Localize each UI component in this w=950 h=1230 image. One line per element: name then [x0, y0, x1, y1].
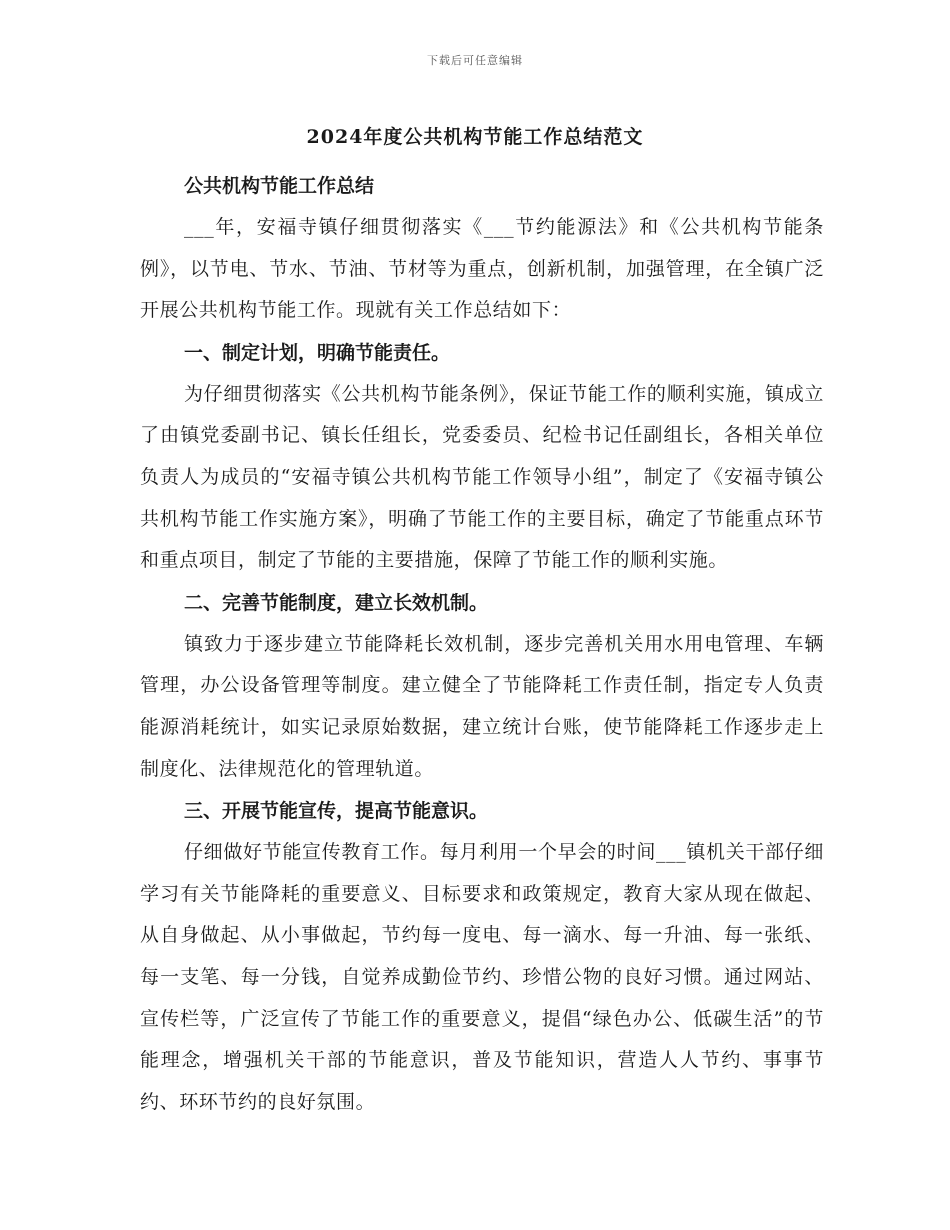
intro-paragraph: ___年，安福寺镇仔细贯彻落实《___节约能源法》和《公共机构节能条例》，以节电、节水、节油、节材等为重点，创新机制，加强管理，在全镇广泛开展公共机构节能工作。现就有关工作总结如下：: [140, 216, 824, 322]
page-header-note: 下载后可任意编辑: [427, 54, 523, 67]
document-title: 2024年度公共机构节能工作总结范文: [306, 126, 644, 148]
section-body-2: 镇致力于逐步建立节能降耗长效机制，逐步完善机关用水用电管理、车辆管理，办公设备管理等制度。建立健全了节能降耗工作责任制，指定专人负责能源消耗统计，如实记录原始数据，建立统计台账，使节能降耗工作逐步走上制度化、法律规范化的管理轨道。: [140, 632, 824, 780]
section-heading-1: 一、制定计划，明确节能责任。: [184, 341, 451, 364]
section-heading-3: 三、开展节能宣传，提高节能意识。: [184, 800, 489, 823]
document-body: [140, 165, 824, 1123]
document-subtitle: 公共机构节能工作总结: [184, 175, 375, 197]
section-body-3: 仔细做好节能宣传教育工作。每月利用一个早会的时间___镇机关干部仔细学习有关节能降耗的重要意义、目标要求和政策规定，教育大家从现在做起、从自身做起、从小事做起，节约每一度电、每一滴水、每一升油、每一张纸、每一支笔、每一分钱，自觉养成勤俭节约、珍惜公物的良好习惯。通过网站、宣传栏等，广泛宣传了节能工作的重要意义，提倡“绿色办公、低碳生活”的节能理念，增强机关干部的节能意识，普及节能知识，营造人人节约、事事节约、环环节约的良好氛围。: [140, 841, 824, 1113]
section-body-1: 为仔细贯彻落实《公共机构节能条例》，保证节能工作的顺利实施，镇成立了由镇党委副书记、镇长任组长，党委委员、纪检书记任副组长，各相关单位负责人为成员的“安福寺镇公共机构节能工作领导小组”，制定了《安福寺镇公共机构节能工作实施方案》，明确了节能工作的主要目标，确定了节能重点环节和重点项目，制定了节能的主要措施，保障了节能工作的顺利实施。: [140, 382, 824, 572]
section-heading-2: 二、完善节能制度，建立长效机制。: [184, 591, 489, 614]
